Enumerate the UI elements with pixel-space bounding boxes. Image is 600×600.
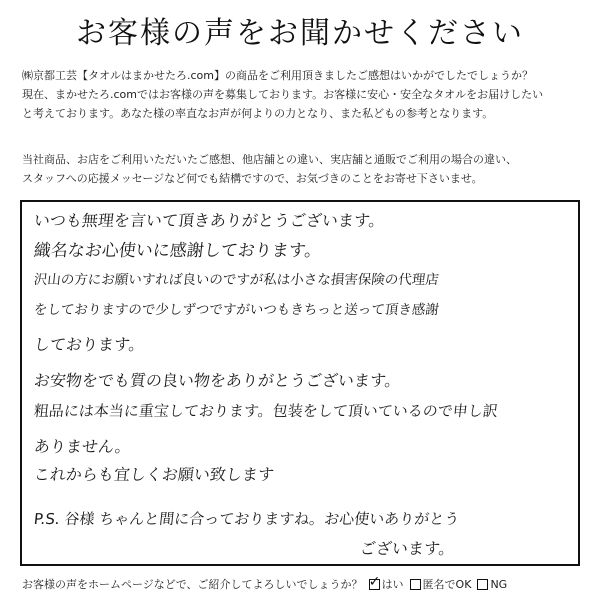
consent-option-anonymous[interactable] bbox=[410, 576, 472, 592]
page-title: お客様の声をお聞かせください bbox=[76, 16, 524, 51]
intro-line: スタッフへの応援メッセージなど何でも結構ですので、お気づきのことをお寄せ下さいませ。 bbox=[22, 172, 483, 185]
intro-line: 現在、まかせたろ.comではお客様の声を募集しております。お客様に安心・安全なタオルをお届けしたい bbox=[22, 88, 544, 101]
consent-question-text: お客様の声をホームページなどで、ご紹介してよろしいでしょうか？ bbox=[22, 578, 363, 591]
consent-option-label: 匿名でOK bbox=[422, 578, 472, 591]
checkbox-icon[interactable] bbox=[477, 579, 488, 590]
checkbox-checked-icon[interactable] bbox=[369, 579, 380, 590]
handwritten-line: 粗品には本当に重宝しております。包装をして頂いているので申し訳 bbox=[33, 402, 499, 420]
handwritten-line: をしておりますので少しずつですがいつもきちっと送って頂き感謝 bbox=[32, 302, 440, 318]
handwritten-line: ありません。 bbox=[32, 437, 132, 456]
handwritten-line: いつも無理を言いて頂きありがとうございます。 bbox=[32, 211, 386, 230]
consent-question bbox=[22, 576, 592, 592]
intro-line: と考えております。あなた様の率直なお声が何よりの力となり、また私どもの参考となります。 bbox=[22, 107, 494, 120]
handwritten-line: しております。 bbox=[32, 335, 146, 354]
handwritten-line: P.S. 谷様 ちゃんと間に合っておりますね。お心使いありがとう bbox=[33, 510, 461, 528]
intro-text bbox=[22, 66, 582, 123]
intro-text-secondary bbox=[22, 150, 582, 188]
consent-option-label: はい bbox=[381, 578, 404, 591]
handwritten-line: ございます。 bbox=[358, 539, 456, 558]
checkbox-icon[interactable] bbox=[410, 579, 421, 590]
handwritten-line: 織名なお心使いに感謝しております。 bbox=[32, 241, 323, 261]
handwritten-line: 沢山の方にお願いすれば良いのですが私は小さな損害保険の代理店 bbox=[32, 272, 440, 288]
intro-line: 当社商品、お店をご利用いただいたご感想、他店舗との違い、実店舗と通販でご利用の場合の違い、 bbox=[22, 153, 517, 166]
intro-line: ㈱京都工芸【タオルはまかせたろ.com】の商品をご利用頂きましたご感想はいかがでしたでしょうか？ bbox=[22, 69, 533, 82]
consent-option-label: NG bbox=[490, 577, 508, 591]
handwritten-line: お安物をでも質の良い物をありがとうございます。 bbox=[32, 371, 402, 390]
consent-option-yes[interactable] bbox=[369, 576, 404, 592]
handwritten-line: これからも宜しくお願い致します bbox=[32, 465, 275, 484]
consent-option-ng[interactable] bbox=[477, 578, 507, 591]
